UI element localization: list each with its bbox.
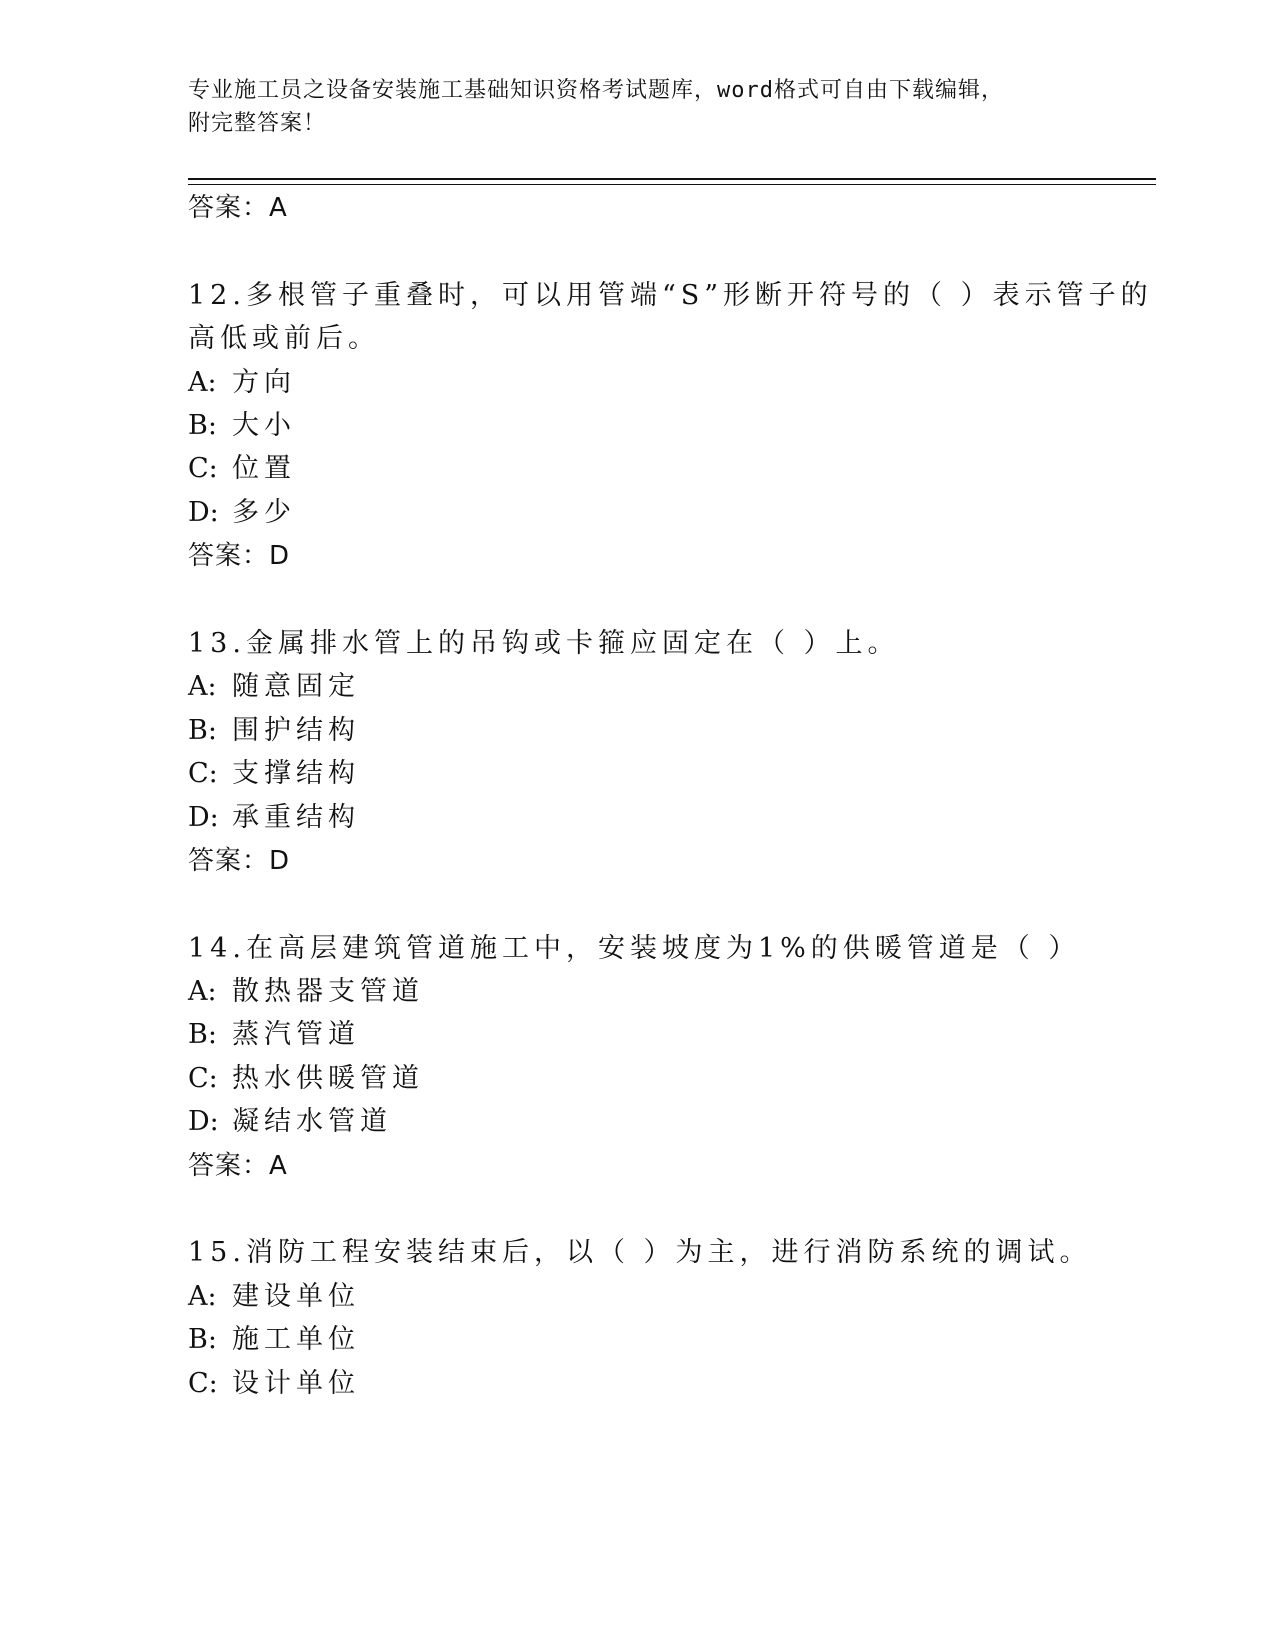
question-14-stem: 14.在高层建筑管道施工中，安装坡度为1%的供暖管道是（ ） — [188, 933, 1081, 964]
question-12-answer: 答案：D — [188, 541, 291, 571]
option-text: 建设单位 — [232, 1281, 360, 1312]
answer-previous: 答案：A — [188, 193, 288, 223]
option-letter: C: — [188, 453, 218, 484]
option-text: 施工单位 — [232, 1324, 360, 1355]
option-letter: C: — [188, 1063, 218, 1094]
question-14-option-d — [188, 1105, 392, 1139]
option-letter: C: — [188, 1368, 218, 1399]
question-12-option-c — [188, 452, 296, 486]
question-12-option-b — [188, 409, 296, 443]
option-text: 热水供暖管道 — [232, 1063, 424, 1094]
question-15-option-b — [188, 1323, 360, 1357]
question-13-option-d — [188, 801, 360, 835]
header-divider-thin — [188, 184, 1156, 185]
option-text: 位置 — [232, 453, 296, 484]
option-text: 随意固定 — [232, 671, 360, 702]
option-letter: B: — [188, 1324, 217, 1355]
option-text: 大小 — [232, 410, 296, 441]
option-text: 凝结水管道 — [232, 1106, 392, 1137]
header-line-2: 附完整答案！ — [188, 111, 327, 136]
question-14-answer: 答案：A — [188, 1151, 288, 1181]
option-letter: A: — [188, 671, 217, 702]
question-12-option-d — [188, 496, 296, 530]
option-letter: A: — [188, 1281, 217, 1312]
question-12-stem-line-1: 12.多根管子重叠时，可以用管端“S”形断开符号的（ ）表示管子的 — [188, 280, 1153, 311]
header-divider-thick — [188, 178, 1156, 180]
option-letter: C: — [188, 758, 218, 789]
question-15-option-a — [188, 1280, 360, 1314]
question-13-option-b — [188, 714, 360, 748]
question-13-option-a — [188, 670, 360, 704]
question-14-option-b — [188, 1018, 360, 1052]
question-14-option-c — [188, 1062, 424, 1096]
option-letter: D: — [188, 1106, 219, 1137]
option-text: 多少 — [232, 497, 296, 528]
option-letter: D: — [188, 497, 219, 528]
option-letter: A: — [188, 976, 217, 1007]
question-12-option-a — [188, 366, 296, 400]
question-13-option-c — [188, 757, 360, 791]
option-letter: B: — [188, 1019, 217, 1050]
question-14-option-a — [188, 975, 424, 1009]
question-12-stem-line-2: 高低或前后。 — [188, 323, 380, 354]
header-line-1: 专业施工员之设备安装施工基础知识资格考试题库，word格式可自由下载编辑， — [188, 78, 1004, 103]
option-text: 设计单位 — [232, 1368, 360, 1399]
question-13-stem: 13.金属排水管上的吊钩或卡箍应固定在（ ）上。 — [188, 628, 900, 659]
option-letter: B: — [188, 410, 217, 441]
document-header — [188, 74, 1088, 140]
option-text: 支撑结构 — [232, 758, 360, 789]
question-13-answer: 答案：D — [188, 846, 291, 876]
option-letter: A: — [188, 367, 217, 398]
option-text: 蒸汽管道 — [232, 1019, 360, 1050]
option-letter: D: — [188, 802, 219, 833]
option-text: 散热器支管道 — [232, 976, 424, 1007]
question-15-option-c — [188, 1367, 360, 1401]
option-text: 承重结构 — [232, 802, 360, 833]
option-text: 方向 — [232, 367, 296, 398]
option-letter: B: — [188, 715, 217, 746]
option-text: 围护结构 — [232, 715, 360, 746]
question-15-stem: 15.消防工程安装结束后，以（ ）为主，进行消防系统的调试。 — [188, 1237, 1092, 1268]
